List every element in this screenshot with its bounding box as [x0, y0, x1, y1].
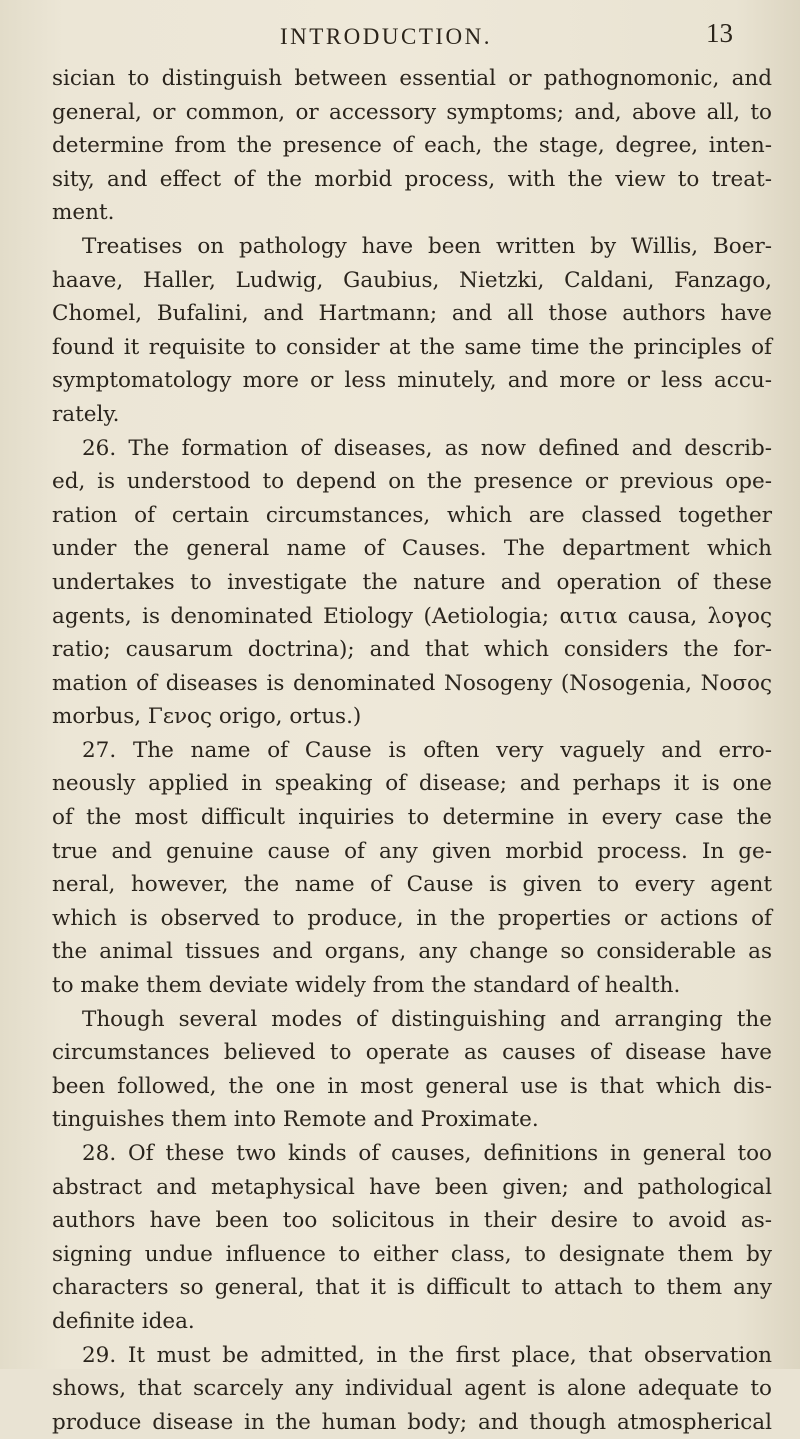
text-line: neral, however, the name of Cause is given to every agent [52, 872, 772, 898]
text-line: 28. Of these two kinds of causes, definitions in general too [82, 1141, 772, 1166]
text-line: of the most difficult inquiries to determine in every case the [52, 805, 772, 831]
text-line: found it requisite to consider at the same time the principles of [52, 334, 772, 360]
text-line: symptomatology more or less minutely, and more or less accu- [52, 368, 772, 394]
text-line: neously applied in speaking of disease; and perhaps it is one [52, 771, 772, 797]
running-title: INTRODUCTION. [280, 24, 493, 49]
text-line: been followed, the one in most general use is that which dis- [52, 1073, 772, 1099]
text-line: mation of diseases is denominated Nosogeny (Nosogenia, Νοσος [52, 670, 772, 696]
text-line: which is observed to produce, in the properties or actions of [52, 905, 772, 931]
text-line: sician to distinguish between essential or pathognomonic, and [52, 66, 772, 91]
text-line: ration of certain circumstances, which are classed together [52, 502, 772, 528]
text-line: tinguishes them into Remote and Proximate. [52, 1107, 539, 1133]
text-line: rately. [52, 401, 120, 427]
text-line: produce disease in the human body; and though atmospherical [52, 1409, 772, 1435]
text-line: 29. It must be admitted, in the first place, that observation [82, 1342, 772, 1368]
text-line: Though several modes of distinguishing and arranging the [82, 1006, 772, 1032]
text-line: ratio; causarum doctrina); and that which considers the for- [52, 637, 772, 663]
text-line: true and genuine cause of any given morbid process. In ge- [52, 838, 772, 864]
text-line: Chomel, Bufalini, and Hartmann; and all those authors have [52, 301, 772, 327]
page-header [0, 14, 800, 54]
text-line: definite idea. [52, 1308, 195, 1334]
text-line: the animal tissues and organs, any change so considerable as [52, 939, 772, 965]
text-line: authors have been too solicitous in their desire to avoid as- [52, 1208, 772, 1234]
text-line: ed, is understood to depend on the presence or previous ope- [52, 469, 772, 495]
text-line: undertakes to investigate the nature and operation of these [52, 569, 772, 595]
text-line: agents, is denominated Etiology (Aetiologia; αιτια causa, λογος [52, 603, 772, 629]
text-line: morbus, Γενος origo, ortus.) [52, 704, 362, 730]
text-line: ment. [52, 200, 115, 226]
text-line: circumstances believed to operate as causes of disease have [52, 1040, 772, 1066]
text-line: general, or common, or accessory symptoms; and, above all, to [52, 99, 772, 125]
text-line: 27. The name of Cause is often very vaguely and erro- [82, 737, 772, 763]
text-line: abstract and metaphysical have been given; and pathological [52, 1174, 772, 1200]
text-line: characters so general, that it is difficult to attach to them any [52, 1275, 772, 1301]
body-text [52, 62, 772, 1439]
text-line: 26. The formation of diseases, as now defined and describ- [82, 435, 772, 461]
text-line: to make them deviate widely from the standard of health. [52, 973, 681, 999]
text-line: determine from the presence of each, the stage, degree, inten- [52, 133, 772, 159]
text-line: under the general name of Causes. The department which [52, 536, 772, 562]
text-line: signing undue influence to either class, to designate them by [52, 1241, 772, 1267]
text-line: sity, and effect of the morbid process, with the view to treat- [52, 166, 772, 192]
page-number: 13 [706, 18, 733, 48]
text-line: Treatises on pathology have been written by Willis, Boer- [82, 233, 772, 259]
text-line: haave, Haller, Ludwig, Gaubius, Nietzki, Caldani, Fanzago, [52, 267, 772, 293]
text-line: shows, that scarcely any individual agent is alone adequate to [52, 1376, 772, 1402]
